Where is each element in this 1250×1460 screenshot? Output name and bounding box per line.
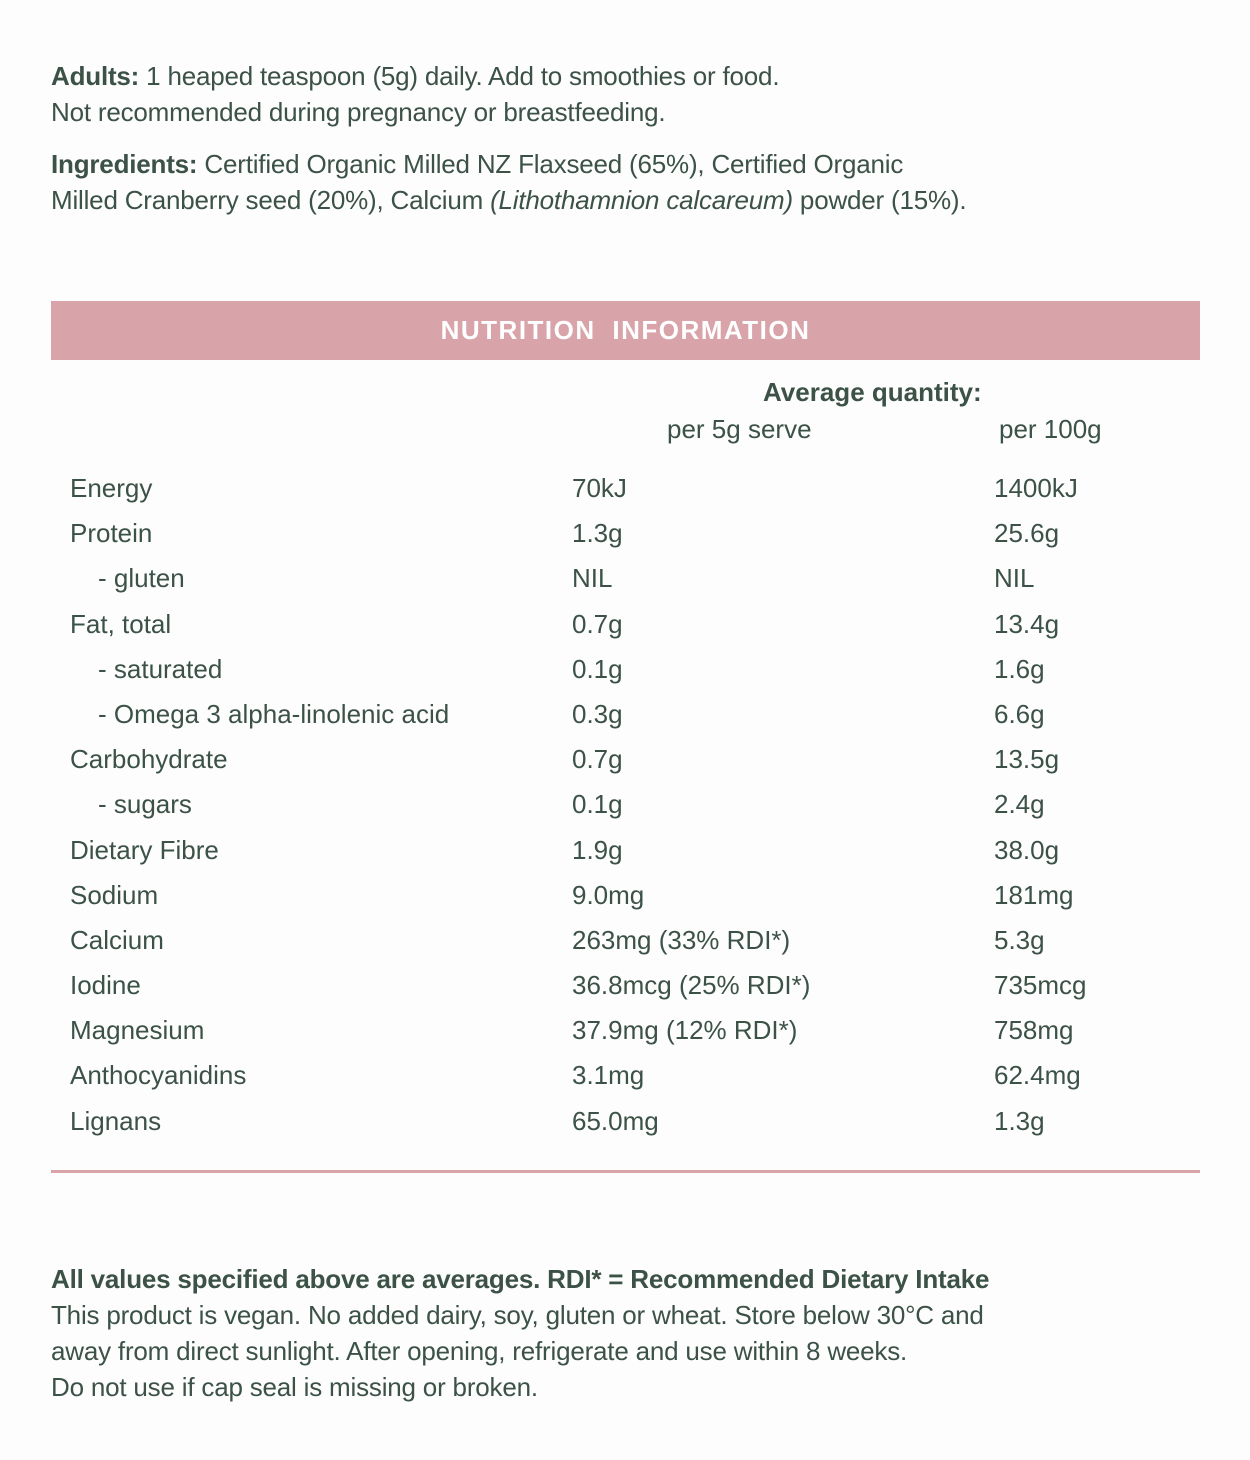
per-serve-value: 1.9g <box>572 834 623 865</box>
per-100g-value: 181mg <box>994 879 1074 910</box>
table-row <box>70 1102 1200 1147</box>
per-100g-value: 38.0g <box>994 834 1060 865</box>
ingredients-text-3: powder (15%). <box>792 185 967 215</box>
rdi-note: All values specified above are averages. RDI* = Recommended Dietary Intake <box>51 1264 990 1294</box>
nutrient-name: Magnesium <box>70 1015 205 1046</box>
per-serve-value: 3.1mg <box>572 1060 645 1091</box>
per-100g-value: 5.3g <box>994 924 1045 955</box>
nutrient-name: Energy <box>70 473 153 503</box>
table-row <box>70 605 1200 650</box>
per-serve-value: 0.1g <box>572 789 623 820</box>
nutrient-name: Fat, total <box>70 608 172 639</box>
per-100g-value: 1.6g <box>994 653 1045 684</box>
per-serve-value: 0.7g <box>572 608 623 639</box>
per-serve-value: 1.3g <box>572 518 623 549</box>
per-serve-value: 65.0mg <box>572 1105 659 1136</box>
nutrition-header-band <box>51 301 1200 360</box>
per-serve-value: 9.0mg <box>572 879 645 910</box>
table-row <box>70 514 1200 559</box>
nutrient-name: Lignans <box>70 1105 162 1136</box>
per-100g-value: 1.3g <box>994 1105 1045 1136</box>
nutrient-name: - gluten <box>98 563 185 594</box>
table-row <box>70 1011 1200 1056</box>
nutrition-table <box>70 469 1200 1147</box>
adults-label: Adults: <box>51 61 140 91</box>
ingredients-line-1 <box>51 146 966 182</box>
table-row <box>70 740 1200 785</box>
table-row <box>70 469 1200 514</box>
directions-section <box>51 58 779 130</box>
table-row <box>70 966 1200 1011</box>
column-header-per-100g: per 100g <box>999 414 1102 444</box>
table-row <box>70 921 1200 966</box>
per-serve-value: NIL <box>572 563 613 594</box>
pregnancy-warning: Not recommended during pregnancy or breastfeeding. <box>51 97 666 127</box>
per-100g-value: 1400kJ <box>994 473 1078 503</box>
ingredients-line-2 <box>51 182 966 218</box>
table-row <box>70 876 1200 921</box>
adults-text: 1 heaped teaspoon (5g) daily. Add to smoothies or food. <box>139 61 780 91</box>
average-quantity-label: Average quantity: <box>763 377 982 407</box>
table-bottom-divider <box>51 1170 1200 1173</box>
ingredients-scientific-name: (Lithothamnion calcareum) <box>490 185 793 215</box>
per-100g-value: 6.6g <box>994 698 1045 729</box>
table-row <box>70 650 1200 695</box>
nutrient-name: Anthocyanidins <box>70 1060 247 1091</box>
per-100g-value: 13.4g <box>994 608 1060 639</box>
footer-line-1: This product is vegan. No added dairy, soy, gluten or wheat. Store below 30°C and <box>51 1300 984 1330</box>
nutrient-name: Dietary Fibre <box>70 834 219 865</box>
per-serve-value: 70kJ <box>572 473 627 503</box>
per-serve-value: 36.8mcg (25% RDI*) <box>572 970 811 1001</box>
nutrient-name: - sugars <box>98 789 192 820</box>
per-100g-value: 735mcg <box>994 970 1087 1001</box>
table-row <box>70 831 1200 876</box>
table-row <box>70 1056 1200 1101</box>
nutrient-name: Sodium <box>70 879 159 910</box>
nutrient-name: Protein <box>70 518 153 549</box>
footer-line-2: away from direct sunlight. After opening, refrigerate and use within 8 weeks. <box>51 1336 908 1366</box>
column-header-per-serve: per 5g serve <box>667 414 812 444</box>
nutrient-name: - saturated <box>98 653 223 684</box>
nutrient-name: - Omega 3 alpha-linolenic acid <box>98 698 450 729</box>
ingredients-label: Ingredients: <box>51 149 198 179</box>
per-serve-value: 0.1g <box>572 653 623 684</box>
per-serve-value: 37.9mg (12% RDI*) <box>572 1015 798 1046</box>
table-row <box>70 785 1200 830</box>
per-serve-value: 263mg (33% RDI*) <box>572 924 791 955</box>
per-100g-value: 758mg <box>994 1015 1074 1046</box>
nutrient-name: Calcium <box>70 924 164 955</box>
table-row <box>70 559 1200 604</box>
adults-dosage-line <box>51 58 779 94</box>
nutrition-title: NUTRITION INFORMATION <box>440 315 811 345</box>
per-100g-value: 62.4mg <box>994 1060 1081 1091</box>
nutrient-name: Iodine <box>70 970 141 1001</box>
ingredients-text-1: Certified Organic Milled NZ Flaxseed (65%), Certified Organic <box>197 149 904 179</box>
per-100g-value: 2.4g <box>994 789 1045 820</box>
per-100g-value: 25.6g <box>994 518 1060 549</box>
footer-notes <box>51 1261 989 1405</box>
nutrient-name: Carbohydrate <box>70 744 228 775</box>
ingredients-text-2: Milled Cranberry seed (20%), Calcium <box>51 185 491 215</box>
footer-line-3: Do not use if cap seal is missing or broken. <box>51 1372 538 1402</box>
per-serve-value: 0.3g <box>572 698 623 729</box>
per-100g-value: NIL <box>994 563 1035 594</box>
per-serve-value: 0.7g <box>572 744 623 775</box>
per-100g-value: 13.5g <box>994 744 1060 775</box>
table-row <box>70 695 1200 740</box>
ingredients-section <box>51 146 966 218</box>
